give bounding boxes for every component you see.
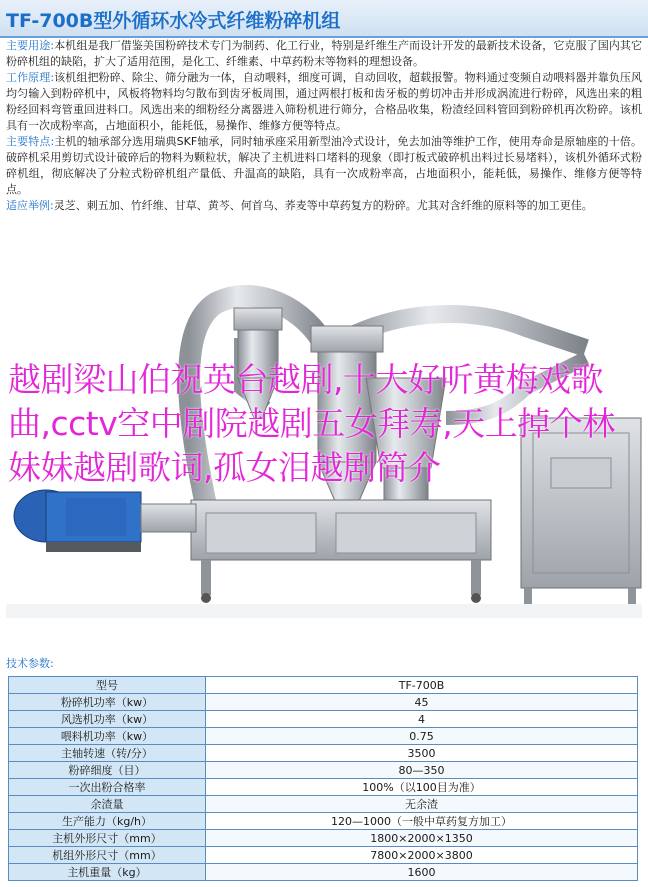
table-row <box>9 830 638 847</box>
desc-label: 主要用途: <box>6 39 55 52</box>
product-description <box>6 38 642 214</box>
spec-key: 机组外形尺寸（mm） <box>9 847 206 864</box>
spec-value: 100%（以100目为准） <box>206 779 638 796</box>
spec-key: 喂料机功率（kw） <box>9 728 206 745</box>
spec-key: 生产能力（kg/h） <box>9 813 206 830</box>
spec-key: 粉碎机功率（kw） <box>9 694 206 711</box>
table-row <box>9 728 638 745</box>
spec-key: 主机重量（kg） <box>9 864 206 881</box>
table-row <box>9 796 638 813</box>
desc-text: 主机的轴承部分选用瑞典SKF轴承，同时轴承座采用新型油冷式设计，免去加油等维护工作，使用寿命是原轴座的十倍。破碎机采用剪切式设计破碎后的物料为颗粒状，解决了主机进料口堵料的现象（即打板式破碎机出料过长易堵料），该机外循环式粉碎机组，彻底解决了分粒式粉碎机组产量低、升温高的缺陷，具有一次成粉率高，占地面积小，能耗低，易操作、维修方便等特点。 <box>6 135 642 196</box>
table-row <box>9 813 638 830</box>
spec-value: 45 <box>206 694 638 711</box>
table-row <box>9 677 638 694</box>
spec-value: TF-700B <box>206 677 638 694</box>
desc-text: 该机组把粉碎、除尘、筛分融为一体，自动喂料，细度可调，自动回收，超载报警。物料通过变频自动喂料器并靠负压风均匀输入到粉碎机中，风板将物料均匀散布到齿牙板周围，通过两根打板和齿牙板的剪切冲击并形成涡流进行粉碎，风选出来的粗粉经回料弯管重回进料口。风选出来的细粉经分离器进入筛粉机进行筛分，合格品收集，粉渣经回料管回到粉碎机再次粉碎。该机具有一次成粉率高，占地面积小，能耗低，易操作、维修方便等特点。 <box>6 71 642 132</box>
desc-principle <box>6 70 642 134</box>
table-row <box>9 864 638 881</box>
table-row <box>9 847 638 864</box>
spec-value: 4 <box>206 711 638 728</box>
spec-key: 余渣量 <box>9 796 206 813</box>
desc-features <box>6 134 642 198</box>
desc-text: 本机组是我厂借鉴美国粉碎技术专门为制药、化工行业，特别是纤维生产而设计开发的最新技术设备，它克服了国内其它粉碎机组的缺陷，扩大了适用范围，是化工、纤维素、中草药粉末等物料的理想设备。 <box>6 39 642 68</box>
desc-usage <box>6 38 642 70</box>
spec-value: 7800×2000×3800 <box>206 847 638 864</box>
desc-label: 主要特点: <box>6 135 55 148</box>
spec-value: 1800×2000×1350 <box>206 830 638 847</box>
desc-examples <box>6 198 642 214</box>
spec-value: 120—1000（一般中草药复方加工） <box>206 813 638 830</box>
spec-value: 1600 <box>206 864 638 881</box>
spec-section-title: 技术参数: <box>6 657 54 670</box>
spec-value: 0.75 <box>206 728 638 745</box>
table-row <box>9 711 638 728</box>
table-row <box>9 762 638 779</box>
spec-key: 型号 <box>9 677 206 694</box>
spec-key: 一次出粉合格率 <box>9 779 206 796</box>
overlay-text: 越剧梁山伯祝英台越剧,十大好听黄梅戏歌曲,cctv空中剧院越剧五女拜寿,天上掉个林妹妹越剧歌词,孤女泪越剧简介 <box>8 360 615 487</box>
spec-key: 粉碎细度（目） <box>9 762 206 779</box>
spec-value: 80—350 <box>206 762 638 779</box>
table-row <box>9 745 638 762</box>
spec-key: 风选机功率（kw） <box>9 711 206 728</box>
desc-label: 工作原理: <box>6 71 55 84</box>
table-row <box>9 779 638 796</box>
page-title: TF-700B型外循环水冷式纤维粉碎机组 <box>6 10 341 32</box>
spec-value: 无余渣 <box>206 796 638 813</box>
spec-value: 3500 <box>206 745 638 762</box>
spec-key: 主轴转速（转/分） <box>9 745 206 762</box>
table-row <box>9 694 638 711</box>
page-header <box>0 0 648 38</box>
spec-key: 主机外形尺寸（mm） <box>9 830 206 847</box>
spec-table <box>8 676 638 881</box>
desc-label: 适应举例: <box>6 199 54 212</box>
desc-text: 灵芝、刺五加、竹纤维、甘草、黄芩、何首乌、荞麦等中草药复方的粉碎。尤其对含纤维的原料等的加工更佳。 <box>53 199 593 212</box>
